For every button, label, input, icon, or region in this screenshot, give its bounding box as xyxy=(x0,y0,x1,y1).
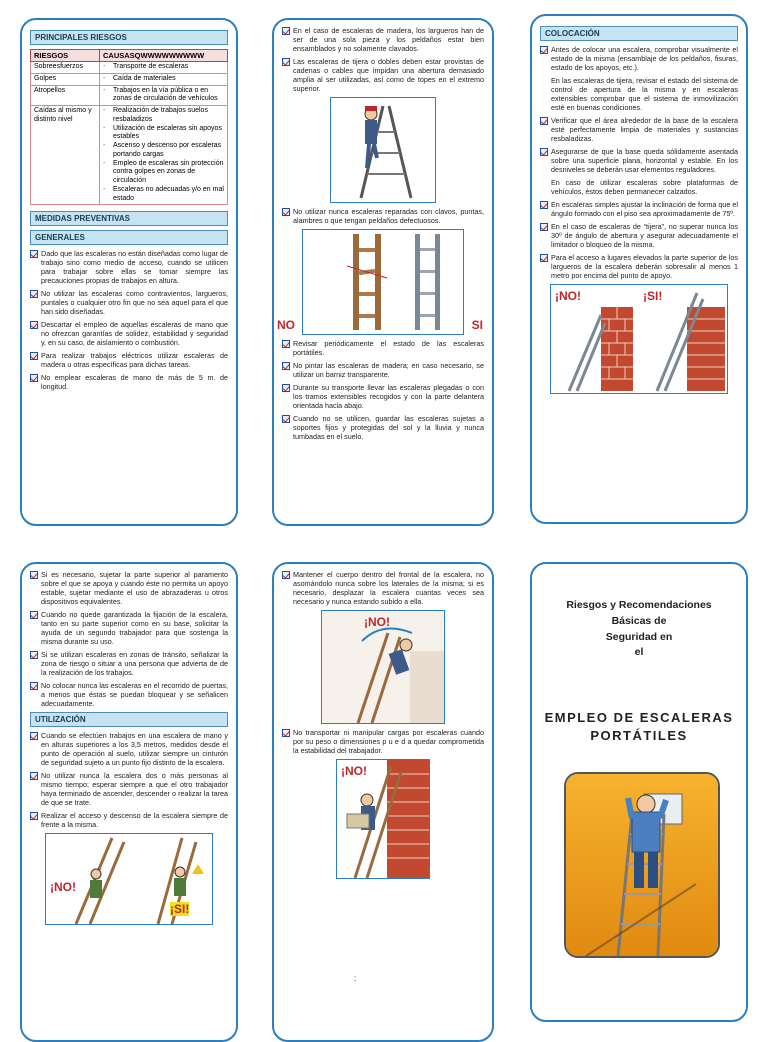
table-row xyxy=(31,62,228,74)
list-item: Si se utilizan escaleras en zonas de tránsito, señalizar la zona de riesgo o situar a una persona que advierta de de la realización de los trabajos. xyxy=(30,650,228,677)
si-label: SI xyxy=(471,318,483,332)
list-item: No utilizar nunca la escalera dos o más personas al mismo tiempo; esperar siempre a que el otro trabajador haya terminado de ascender, descender o realizar la tarea de que se trate. xyxy=(30,771,228,807)
panel-postura xyxy=(272,562,494,1042)
checkbox-icon xyxy=(282,58,290,66)
table-row xyxy=(31,85,228,106)
cover-subtitle: Riesgos y Recomendaciones Básicas de Seguridad en el xyxy=(566,599,712,659)
list-item: Para el acceso a lugares elevados la parte superior de los largueros de la escalera deberán sobresalir al menos 1 metro por encima del punto de apoyo. xyxy=(540,253,738,280)
list-item: Durante su transporte llevar las escaleras plegadas o con los tramos extensibles recogidos y con la parte delantera orientada hacia abajo. xyxy=(282,383,484,410)
checkbox-icon xyxy=(30,732,38,740)
cover-illustration xyxy=(564,772,720,958)
header-principales-riesgos: PRINCIPALES RIESGOS xyxy=(30,30,228,45)
risk-cell: Sobreesfuerzos xyxy=(31,62,100,74)
list-item: Para realizar trabajos eléctricos utilizar escaleras de madera u otras específicas para dichas tareas. xyxy=(30,351,228,369)
list-item: No utilizar nunca escaleras reparadas con clavos, puntas, alambres o que tengan peldaños defectuosos. xyxy=(282,207,484,225)
checkbox-icon xyxy=(30,812,38,820)
list-item: Descartar el empleo de aquellas escaleras de mano que no ofrezcan garantías de solidez, estabilidad y seguridad y, en su caso, de aislamiento o combustión. xyxy=(30,320,228,347)
checkbox-icon xyxy=(30,682,38,690)
checkbox-icon xyxy=(282,208,290,216)
paragraph: En caso de utilizar escaleras sobre plataformas de vehículos, éstos deben permanecer calzados. xyxy=(551,178,738,196)
panel-utilizacion xyxy=(20,562,238,1042)
si-label: ¡SI! xyxy=(643,289,663,303)
no-label: ¡NO! xyxy=(555,289,581,303)
checkbox-icon xyxy=(540,46,548,54)
checkbox-icon xyxy=(540,201,548,209)
no-label: ¡NO! xyxy=(364,615,390,629)
table-row xyxy=(31,106,228,205)
list-item: Antes de colocar una escalera, comprobar visualmente el estado de la misma (ensamblaje de los peldaños, fisuras, estado de los apoyos, etc.). xyxy=(540,45,738,72)
table-row xyxy=(31,73,228,85)
cause-cell: - Trabajos en la vía pública o en zonas de circulación de vehículos xyxy=(100,85,228,106)
cause-cell: - Caída de materiales xyxy=(100,73,228,85)
risk-cell: Golpes xyxy=(31,73,100,85)
no-label: ¡NO! xyxy=(50,880,76,894)
ladder-comparison-icon xyxy=(303,230,463,334)
si-label: ¡SI! xyxy=(170,902,190,916)
no-label: NO xyxy=(277,318,295,332)
list-item: Realizar el acceso y descenso de la escalera siempre de frente a la misma. xyxy=(30,811,228,829)
panel-riesgos xyxy=(20,18,238,526)
no-label: ¡NO! xyxy=(341,764,367,778)
checkbox-icon xyxy=(30,374,38,382)
list-item: Verificar que el área alrededor de la base de la escalera esté perfectamente limpia de materiales y sustancias resbaladizas. xyxy=(540,116,738,143)
checkbox-icon xyxy=(30,321,38,329)
list-item: No emplear escaleras de mano de más de 5 m. de longitud. xyxy=(30,373,228,391)
checkbox-icon xyxy=(540,254,548,262)
list-item: Cuando no se utilicen, guardar las escaleras sujetas a soportes fijos y protegidas del sol y la lluvia y nunca tumbadas en el suelo. xyxy=(282,414,484,441)
header-utilizacion: UTILIZACIÓN xyxy=(30,712,228,727)
list-item: En el caso de escaleras de madera, los largueros han de ser de una sola pieza y los peldaños estar bien ensamblados y no solamente clavados. xyxy=(282,26,484,53)
checkbox-icon xyxy=(30,651,38,659)
carrying-load-illustration xyxy=(336,759,430,879)
checkbox-icon xyxy=(540,117,548,125)
risk-cell: Caídas al mismo y distinto nivel xyxy=(31,106,100,205)
list-item: No colocar nunca las escaleras en el recorrido de puertas, a menos que éstas se puedan bloquear y se señalicen adecuadamente. xyxy=(30,681,228,708)
stepladder-icon xyxy=(331,98,435,202)
checkbox-icon xyxy=(30,772,38,780)
header-generales: GENERALES xyxy=(30,230,228,245)
checkbox-icon xyxy=(282,571,290,579)
worker-on-ladder-icon xyxy=(566,774,718,956)
checkbox-icon xyxy=(30,352,38,360)
checkbox-icon xyxy=(540,223,548,231)
list-item: En el caso de escaleras de “tijera”, no superar nunca los 30º de ángulo de abertura y asegurar adecuadamente el limitador o bloqueo de la misma. xyxy=(540,222,738,249)
list-item: Dado que las escaleras no están diseñadas como lugar de trabajo sino como medio de acceso, cuando se utilicen para trabajar sobre ellas se tomar siempre las precauciones propias de trabajos en altura. xyxy=(30,249,228,285)
checkbox-icon xyxy=(30,611,38,619)
checkbox-icon xyxy=(282,729,290,737)
list-item: Mantener el cuerpo dentro del frontal de la escalera, no asomándolo nunca sobre los laterales de la misma; si es necesario, desplazar la escalera cuantas veces sea necesario y nunca estando subido a ella. xyxy=(282,570,484,606)
checkbox-icon xyxy=(540,148,548,156)
list-item: Si es necesario, sujetar la parte superior al paramento sobre el que se apoya y cuando éste no permita un apoyo estable, sujetar mediante el uso de abrazaderas u otros dispositivos equivalentes. xyxy=(30,570,228,606)
climbing-direction-illustration xyxy=(45,833,213,925)
table-header: CAUSASQWWWWWWWWW xyxy=(100,50,228,62)
stepladder-illustration xyxy=(330,97,436,203)
checkbox-icon xyxy=(30,290,38,298)
stray-colon: : xyxy=(354,974,357,983)
cause-cell: - Transporte de escaleras xyxy=(100,62,228,74)
risks-table xyxy=(30,49,228,205)
list-item: Las escaleras de tijera o dobles deben estar provistas de cadenas o cables que impidan una abertura demasiado amplia al ser utilizadas, así como de topes en el extremo superior. xyxy=(282,57,484,93)
list-item: No transportar ni manipular cargas por escaleras cuando por su peso o dimensiones p u e d a quedar comprometida la estabilidad del trabajador. xyxy=(282,728,484,755)
list-item: No utilizar las escaleras como contravientos, largueros, puntales o cualquier otro fin que no sea aquel para el que han sido diseñadas. xyxy=(30,289,228,316)
leaning-worker-illustration xyxy=(321,610,445,724)
checkbox-icon xyxy=(282,384,290,392)
list-item: Cuando no quede garantizada la fijación de la escalera, tanto en su parte superior como en su base, solicitar la ayuda de un segundo trabajador para que sostenga la misma durante su uso. xyxy=(30,610,228,646)
repaired-ladders-illustration xyxy=(277,229,483,335)
panel-colocacion xyxy=(530,14,748,524)
header-medidas-preventivas: MEDIDAS PREVENTIVAS xyxy=(30,211,228,226)
list-item: No pintar las escaleras de madera; en caso necesario, se utilizar un barniz transparente. xyxy=(282,361,484,379)
header-colocacion: COLOCACIÓN xyxy=(540,26,738,41)
checkbox-icon xyxy=(30,571,38,579)
panel-escaleras-estado xyxy=(272,18,494,526)
list-item: Revisar periódicamente el estado de las escaleras portátiles. xyxy=(282,339,484,357)
checkbox-icon xyxy=(30,250,38,258)
table-header: RIESGOS xyxy=(31,50,100,62)
cause-cell: - Realización de trabajos suelos resbaladizos - Utilización de escaleras sin apoyos estables - Ascenso y descenso por escaleras portando cargas - Empleo de escaleras sin protección contra golpes en zonas de circulación - Escaleras no adecuadas y/o en mal estado xyxy=(100,106,228,205)
checkbox-icon xyxy=(282,362,290,370)
list-item: Cuando se efectúen trabajos en una escalera de mano y en alturas superiores a los 3,5 metros, medidos desde el punto de operación al suelo, utilizar siempre un cinturón de seguridad sujeto a un punto fijo distinto de la escalera. xyxy=(30,731,228,767)
panel-portada xyxy=(530,562,748,1022)
checkbox-icon xyxy=(282,415,290,423)
checkbox-icon xyxy=(282,27,290,35)
paragraph: En las escaleras de tijera, revisar el estado del sistema de control de apertura de la misma y en escaleras extensibles comprobar que el sistema de inmovilización esté en buenas condiciones. xyxy=(551,76,738,112)
list-item: Asegurarse de que la base queda sólidamente asentada sobre una superficie plana, horizontal y estable. En los desniveles se deberán usar elementos reguladores. xyxy=(540,147,738,174)
cover-title: EMPLEO DE ESCALERAS PORTÁTILES xyxy=(544,710,734,743)
checkbox-icon xyxy=(282,340,290,348)
list-item: En escaleras simples ajustar la inclinación de forma que el ángulo formado con el piso sea aproximadamente de 75º. xyxy=(540,200,738,218)
risk-cell: Atropellos xyxy=(31,85,100,106)
ladder-overhang-illustration xyxy=(550,284,728,394)
